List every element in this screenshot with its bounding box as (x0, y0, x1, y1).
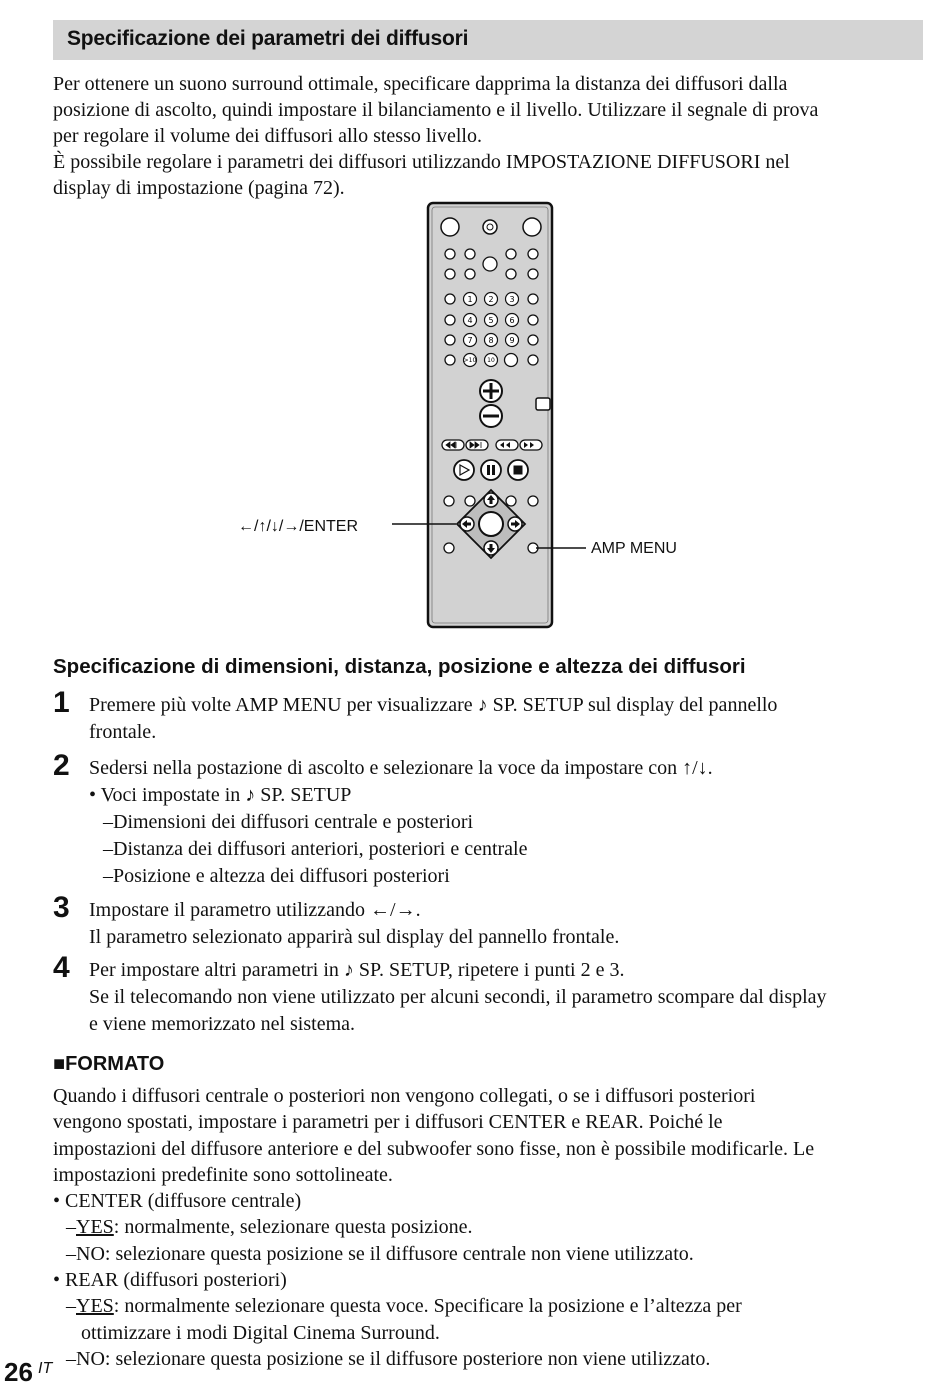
formato-line: Quando i diffusori centrale o posteriori non vengono collegati, o se i diffusori posteriori (53, 1085, 756, 1107)
key-label: 2 (488, 295, 494, 304)
formato-line: • CENTER (diffusore centrale) (53, 1190, 302, 1213)
key-label: 8 (488, 336, 494, 345)
key-label: 10 (487, 357, 495, 364)
option-text: : normalmente selezionare questa voce. Specificare la posizione e l’altezza per (113, 1295, 742, 1318)
step-2-text (89, 755, 929, 890)
step-line: frontale. (89, 721, 157, 743)
key-label: 6 (509, 316, 515, 325)
enter-button (479, 512, 503, 536)
step-number: 3 (53, 891, 70, 924)
power-icon (441, 218, 459, 236)
intro-line: posizione di ascolto, quindi impostare il bilanciamento e il livello. Utilizzare il segnale di prova (53, 99, 819, 121)
step-line: –Dimensioni dei diffusori centrale e posteriori (103, 811, 474, 833)
step-line: Se il telecomando non viene utilizzato per alcuni secondi, il parametro scompare dal display (89, 986, 827, 1008)
intro-line: display di impostazione (pagina 72). (53, 177, 345, 199)
key-label: 5 (488, 316, 494, 325)
intro-line: Per ottenere un suono surround ottimale, specificare dapprima la distanza dei diffusori dalla (53, 73, 788, 95)
section-header-bar (53, 20, 923, 60)
stop-icon (514, 466, 523, 475)
step-line: • Voci impostate in ♪ SP. SETUP (89, 784, 352, 806)
side-switch (536, 398, 550, 410)
step-4-text (89, 957, 929, 1038)
remote-control-illustration (230, 200, 710, 630)
step-number: 4 (53, 951, 70, 984)
rear-no-option: –NO: selezionare questa posizione se il diffusore posteriore non viene utilizzato. (66, 1347, 711, 1370)
rear-heading: • REAR (diffusori posteriori) (53, 1269, 287, 1292)
formato-heading: ■FORMATO (53, 1053, 165, 1075)
subheading: Specificazione di dimensioni, distanza, posizione e altezza dei diffusori (53, 655, 746, 678)
key-label: 3 (509, 295, 515, 304)
default-label: YES (76, 1295, 114, 1318)
key-label: 7 (467, 336, 473, 345)
step-3-text (89, 897, 929, 951)
step-line: e viene memorizzato nel sistema. (89, 1013, 356, 1035)
callout-arrows-enter: ←/↑/↓/→/ENTER (238, 518, 359, 535)
pause-icon (487, 465, 490, 475)
callout-amp-menu: AMP MENU (591, 540, 677, 557)
key-label: 1 (467, 295, 473, 304)
section-title: Specificazione dei parametri dei diffusori (67, 27, 469, 50)
formato-line: impostazioni del diffusore anteriore e del subwoofer sono fisse, non è possibile modificarle. Le (53, 1137, 815, 1160)
step-line: Impostare il parametro utilizzando ←/→. (89, 899, 421, 921)
rear-yes-option: –YES: normalmente selezionare questa voce. Specificare la posizione e l’altezza per (66, 1295, 742, 1318)
step-line: Per impostare altri parametri in ♪ SP. SETUP, ripetere i punti 2 e 3. (89, 959, 625, 981)
step-number: 2 (53, 749, 70, 782)
step-line: Premere più volte AMP MENU per visualizzare ♪ SP. SETUP sul display del pannello (89, 694, 778, 716)
step-line: Il parametro selezionato apparirà sul display del pannello frontale. (89, 926, 620, 948)
step-number: 1 (53, 686, 70, 719)
default-label: YES (76, 1216, 114, 1239)
page-number: 26 (4, 1357, 33, 1387)
remote-control-figure (230, 200, 710, 630)
step-line: –Posizione e altezza dei diffusori posteriori (103, 865, 450, 887)
key-label: 4 (467, 316, 473, 325)
intro-line: È possibile regolare i parametri dei diffusori utilizzando IMPOSTAZIONE DIFFUSORI nel (53, 151, 790, 173)
step-line: Sedersi nella postazione di ascolto e selezionare la voce da impostare con ↑/↓. (89, 757, 713, 779)
step-line: –Distanza dei diffusori anteriori, posteriori e centrale (103, 838, 528, 860)
intro-paragraph (53, 71, 933, 201)
rear-yes-continuation: ottimizzare i modi Digital Cinema Surround. (81, 1321, 440, 1344)
page-language-suffix: IT (38, 1360, 53, 1377)
key-label: 9 (509, 336, 515, 345)
center-yes-option: –YES: normalmente, selezionare questa posizione. (66, 1216, 473, 1239)
option-text: : normalmente, selezionare questa posizione. (113, 1216, 473, 1239)
formato-paragraph (53, 1083, 933, 1372)
intro-line: per regolare il volume dei diffusori allo stesso livello. (53, 125, 482, 147)
formato-line: impostazioni predefinite sono sottolineate. (53, 1163, 393, 1186)
center-no-option: –NO: selezionare questa posizione se il diffusore centrale non viene utilizzato. (66, 1242, 694, 1265)
formato-line: vengono spostati, impostare i parametri per i diffusori CENTER e REAR. Poiché le (53, 1111, 723, 1134)
key-label: >10 (463, 357, 477, 364)
step-1-text (89, 692, 929, 746)
